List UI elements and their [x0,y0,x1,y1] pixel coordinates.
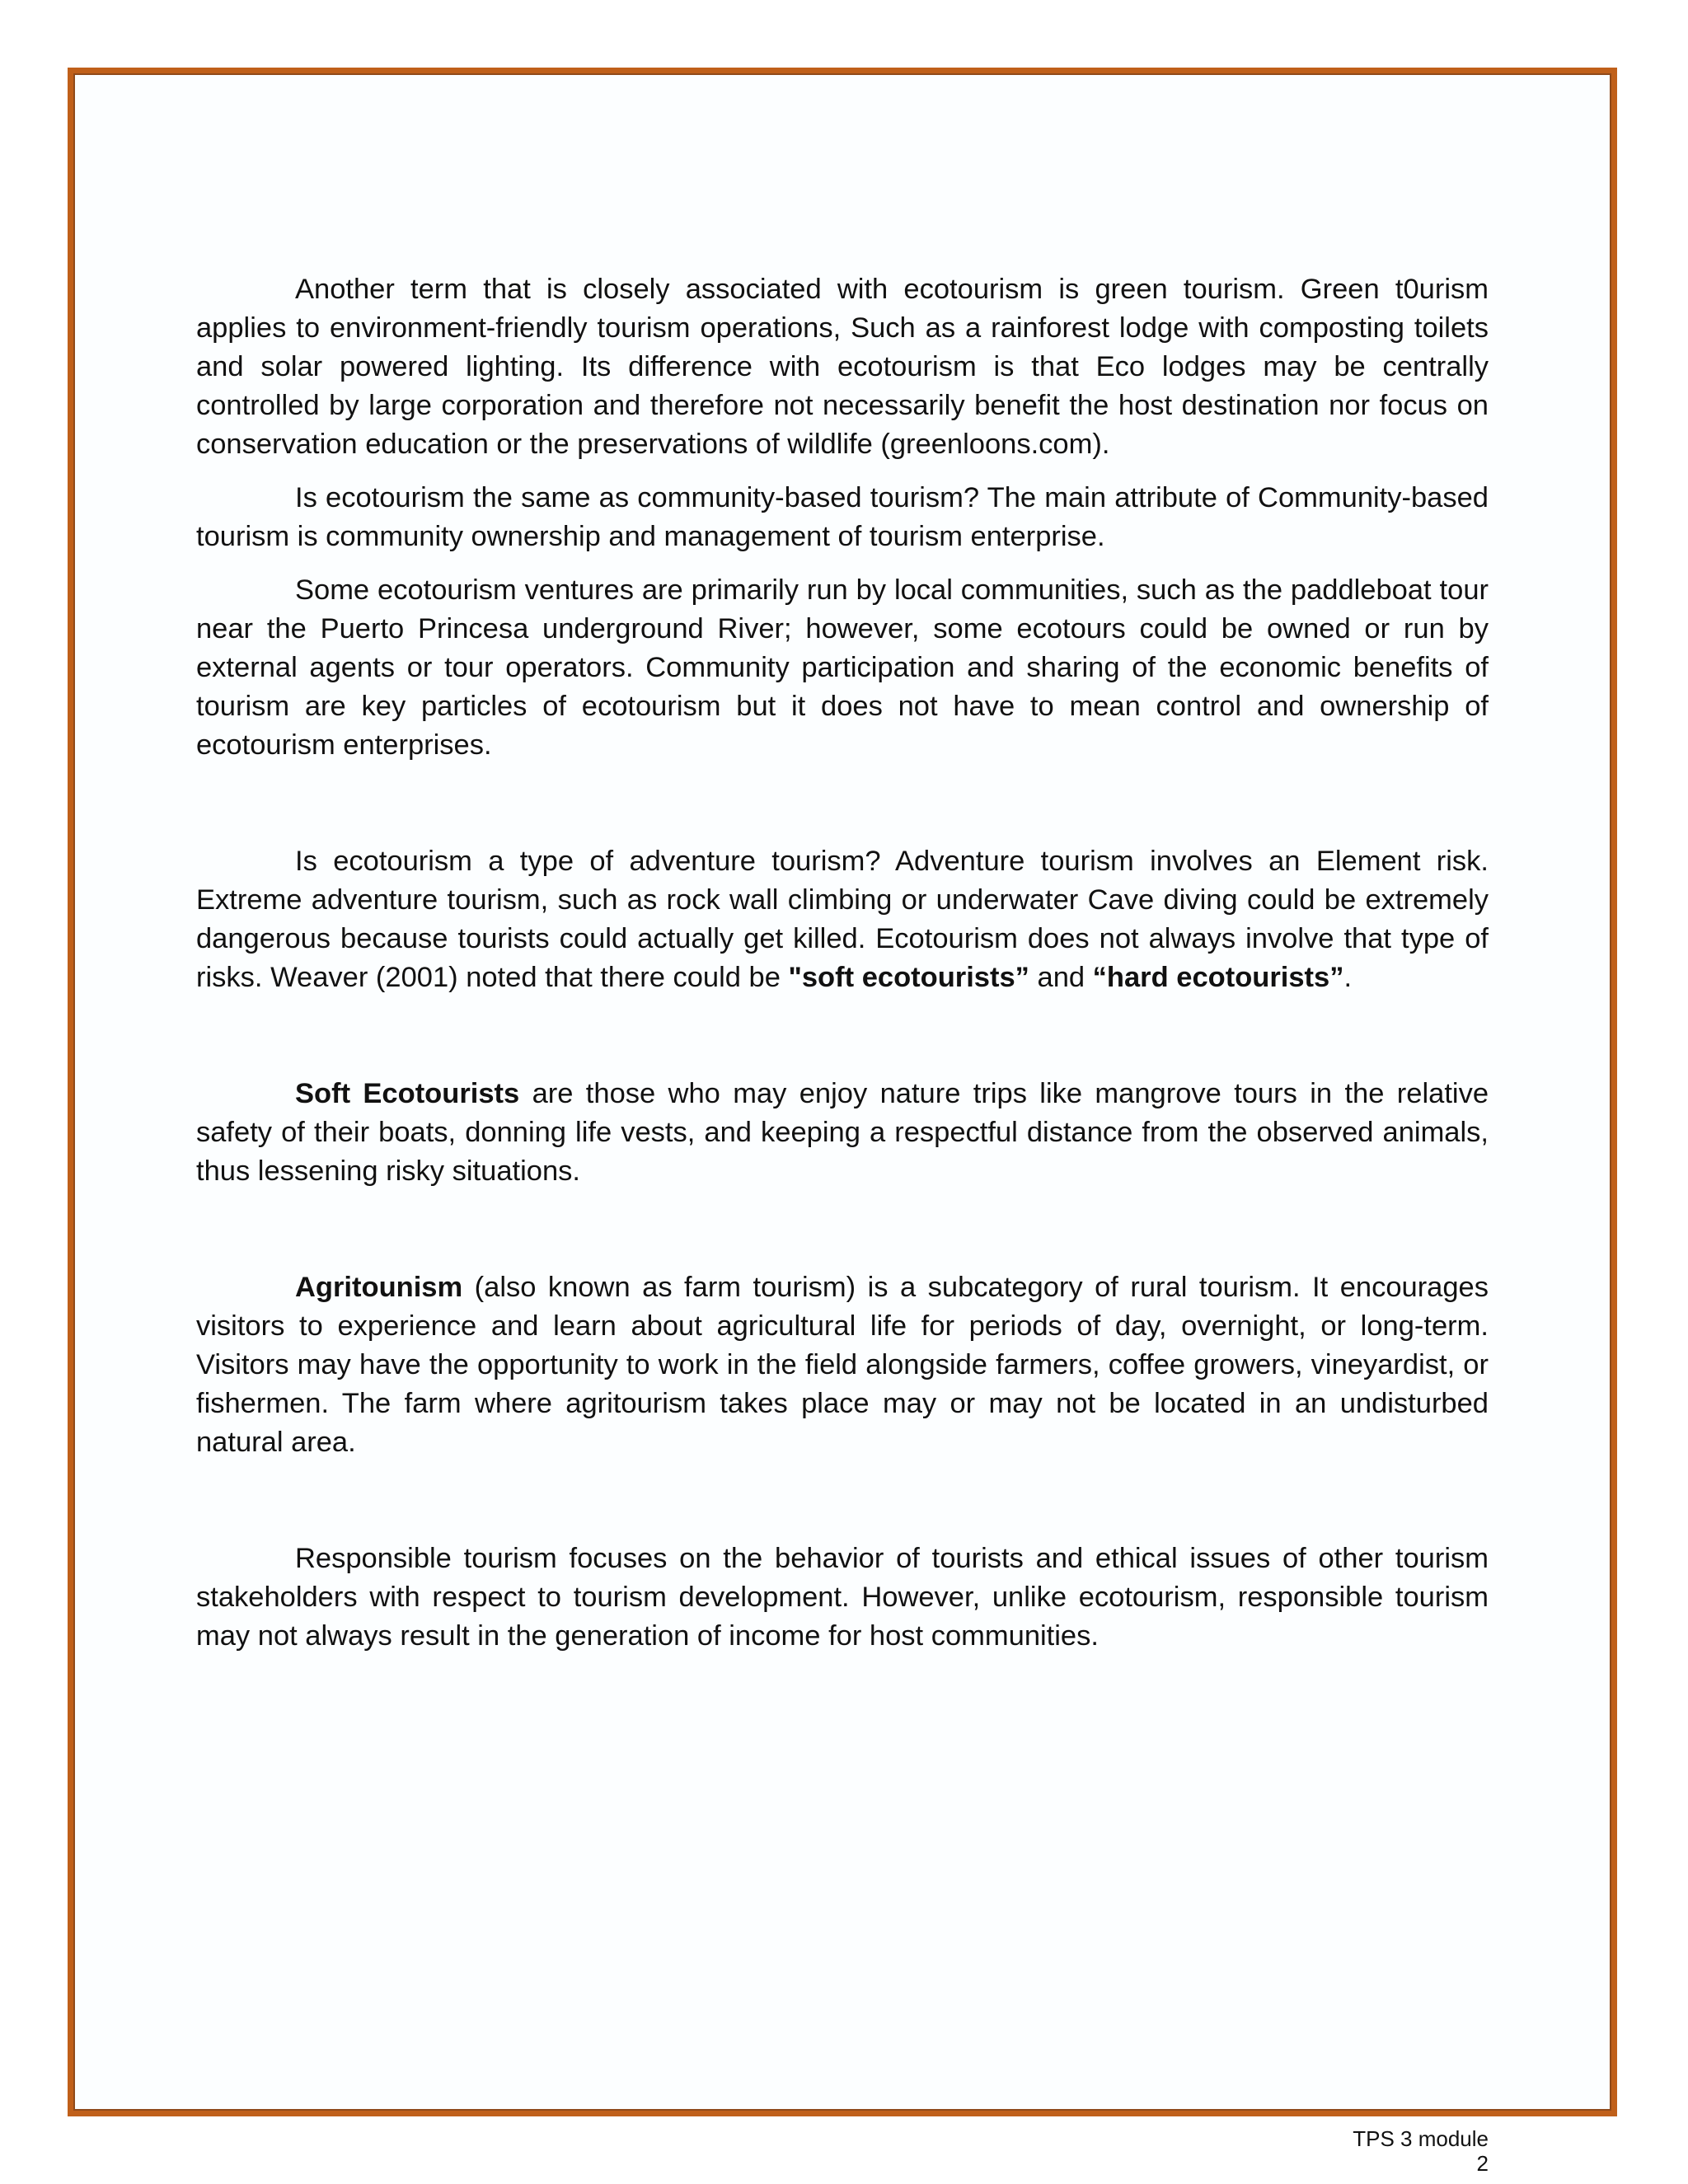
document-body [196,270,1489,1656]
paragraph-community-ecotourism: Some ecotourism ventures are primarily run by local communities, such as the paddleboat tour near the Puerto Princesa underground River; however, some ecotours could be owned or run by external agents or tour operators. Community participation and sharing of the economic benefits of tourism are key particles of ecotourism but it does not have to mean control and ownership of ecotourism enterprises. [196,574,1489,761]
paragraph-agritourism [196,1268,1489,1462]
adventure-text: Is ecotourism a type of adventure tourism? Adventure tourism involves an Element risk. Extreme adventure tourism, such as rock wall climbing or underwater Cave diving could be extremely dangerous because tourists could actually get killed. Ecotourism does not always involve that type of risks. Weaver (2001) noted that there could be [196,846,1489,993]
spacer [196,556,1489,571]
spacer [196,464,1489,479]
paragraph-soft-ecotourists [196,1075,1489,1191]
hard-ecotourists-term: “hard ecotourists” [1092,962,1344,993]
paragraph-adventure-tourism [196,842,1489,997]
spacer [196,1462,1489,1540]
spacer [196,997,1489,1075]
paragraph-responsible-tourism: Responsible tourism focuses on the behavior of tourists and ethical issues of other tourism stakeholders with respect to tourism development. However, unlike ecotourism, responsible tourism may not always result in the generation of income for host communities. [196,1543,1489,1652]
paragraph-green-tourism: Another term that is closely associated with ecotourism is green tourism. Green t0urism applies to environment-friendly tourism operations, Such as a rainforest lodge with composting toilets and solar powered lighting. Its difference with ecotourism is that Eco lodges may be centrally controlled by large corporation and therefore not necessarily benefit the host destination nor focus on conservation education or the preservations of wildlife (greenloons.com). [196,274,1489,460]
soft-ecotourists-heading: Soft Ecotourists [295,1078,520,1109]
page-footer-label: TPS 3 module 2 [1353,2126,1489,2176]
spacer [196,765,1489,842]
spacer [196,1191,1489,1268]
agritourism-heading: Agritounism [295,1272,463,1303]
paragraph-community-based-tourism: Is ecotourism the same as community-based tourism? The main attribute of Community-based tourism is community ownership and management of tourism enterprise. [196,482,1489,552]
agritourism-text: (also known as farm tourism) is a subcategory of rural tourism. It encourages visitors to experience and learn about agricultural life for periods of day, overnight, or long-term. Visitors may have the opportunity to work in the field alongside farmers, coffee growers, vineyardist, or fishermen. The farm where agritourism takes place may or may not be located in an undisturbed natural area. [196,1272,1489,1458]
period-text: . [1343,962,1353,993]
soft-ecotourists-term: "soft ecotourists” [788,962,1029,993]
soft-ecotourists-text: are those who may enjoy nature trips like mangrove tours in the relative safety of their boats, donning life vests, and keeping a respectful distance from the observed animals, thus lessening risky situations. [196,1078,1489,1187]
and-text: and [1029,962,1093,993]
